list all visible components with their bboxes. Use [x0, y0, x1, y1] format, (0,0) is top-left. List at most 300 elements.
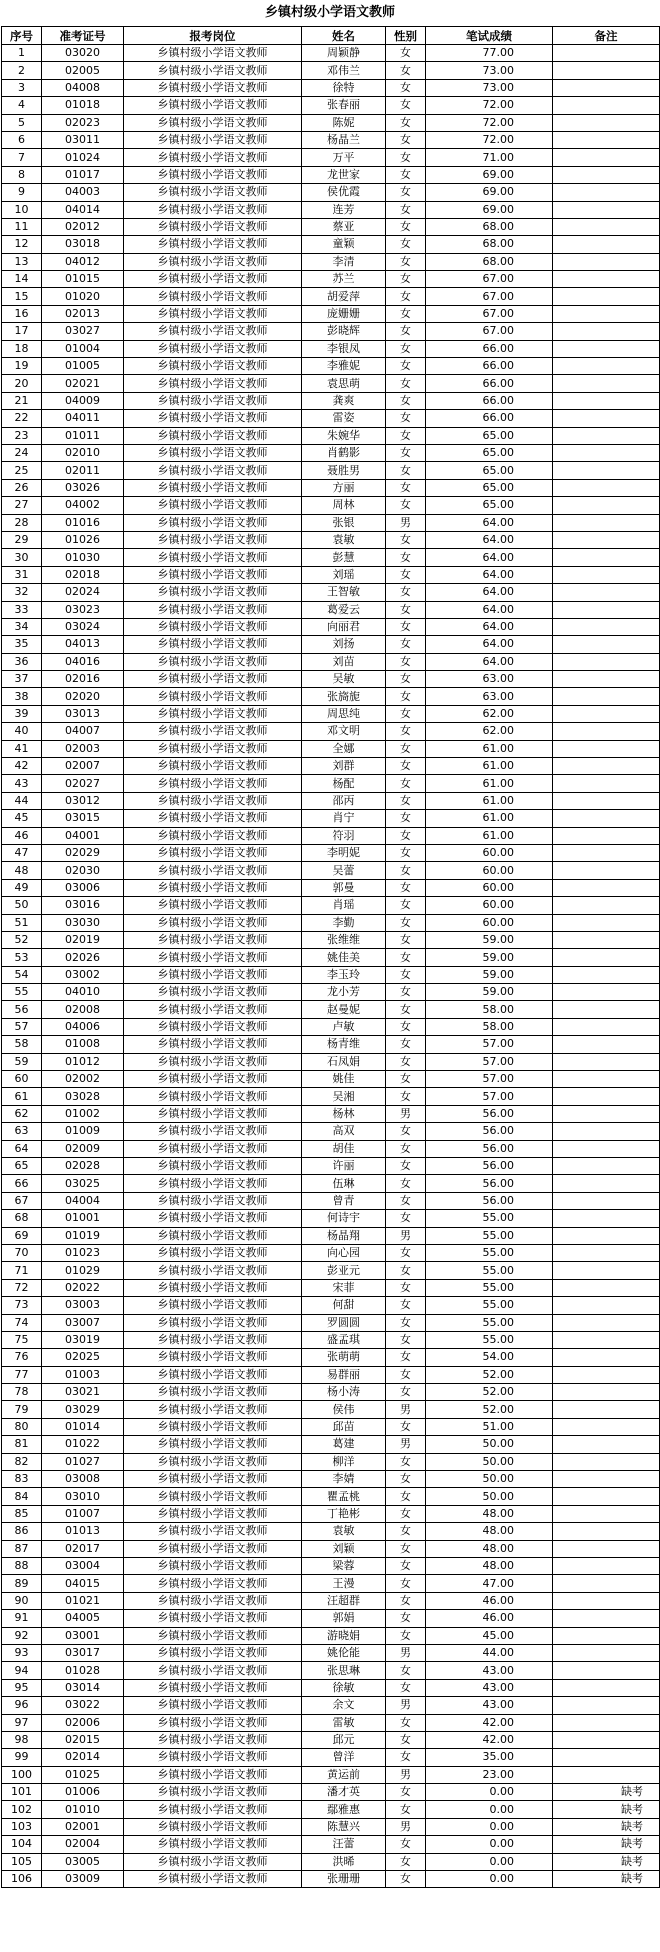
cell-note: [553, 705, 660, 722]
cell-ticket: 03009: [42, 1871, 124, 1888]
cell-ticket: 02009: [42, 1140, 124, 1157]
cell-note: [553, 1053, 660, 1070]
cell-gender: 女: [386, 358, 426, 375]
cell-gender: 女: [386, 671, 426, 688]
cell-index: 103: [2, 1818, 42, 1835]
table-row: [2, 1610, 660, 1627]
cell-position: 乡镇村级小学语文教师: [124, 1349, 302, 1366]
cell-position: 乡镇村级小学语文教师: [124, 514, 302, 531]
table-row: [2, 1592, 660, 1609]
cell-index: 63: [2, 1123, 42, 1140]
cell-note: [553, 1140, 660, 1157]
cell-gender: 女: [386, 340, 426, 357]
cell-gender: 女: [386, 1314, 426, 1331]
cell-index: 106: [2, 1871, 42, 1888]
cell-score: 57.00: [426, 1036, 553, 1053]
cell-ticket: 02011: [42, 462, 124, 479]
cell-position: 乡镇村级小学语文教师: [124, 671, 302, 688]
cell-gender: 女: [386, 375, 426, 392]
cell-index: 92: [2, 1627, 42, 1644]
table-row: [2, 1053, 660, 1070]
cell-score: 65.00: [426, 427, 553, 444]
cell-note: [553, 1071, 660, 1088]
cell-name: 曾洋: [302, 1749, 386, 1766]
cell-gender: 男: [386, 1105, 426, 1122]
cell-name: 雷姿: [302, 410, 386, 427]
cell-score: 57.00: [426, 1071, 553, 1088]
table-row: [2, 1679, 660, 1696]
cell-ticket: 03025: [42, 1175, 124, 1192]
cell-name: 汪蕾: [302, 1836, 386, 1853]
cell-score: 48.00: [426, 1557, 553, 1574]
table-row: [2, 218, 660, 235]
cell-ticket: 03012: [42, 792, 124, 809]
cell-position: 乡镇村级小学语文教师: [124, 1488, 302, 1505]
cell-name: 龙世家: [302, 166, 386, 183]
cell-name: 罗圆圆: [302, 1314, 386, 1331]
cell-ticket: 03011: [42, 131, 124, 148]
cell-position: 乡镇村级小学语文教师: [124, 1505, 302, 1522]
cell-note: [553, 323, 660, 340]
cell-note: [553, 1088, 660, 1105]
table-row: [2, 1505, 660, 1522]
cell-name: 龙小芳: [302, 984, 386, 1001]
cell-note: [553, 1679, 660, 1696]
cell-gender: 女: [386, 1784, 426, 1801]
cell-name: 朱婉华: [302, 427, 386, 444]
cell-gender: 女: [386, 271, 426, 288]
table-row: [2, 1401, 660, 1418]
cell-index: 12: [2, 236, 42, 253]
cell-name: 李银凤: [302, 340, 386, 357]
cell-ticket: 01025: [42, 1766, 124, 1783]
cell-note: [553, 792, 660, 809]
table-row: [2, 1627, 660, 1644]
cell-gender: 男: [386, 1401, 426, 1418]
cell-name: 刘颖: [302, 1540, 386, 1557]
cell-name: 柳洋: [302, 1453, 386, 1470]
cell-index: 20: [2, 375, 42, 392]
cell-score: 54.00: [426, 1349, 553, 1366]
cell-index: 56: [2, 1001, 42, 1018]
col-header-position: 报考岗位: [124, 27, 302, 45]
cell-index: 16: [2, 305, 42, 322]
cell-position: 乡镇村级小学语文教师: [124, 62, 302, 79]
cell-index: 47: [2, 844, 42, 861]
cell-note: [553, 184, 660, 201]
cell-index: 99: [2, 1749, 42, 1766]
cell-ticket: 03029: [42, 1401, 124, 1418]
cell-score: 0.00: [426, 1853, 553, 1870]
cell-note: [553, 723, 660, 740]
cell-index: 43: [2, 775, 42, 792]
cell-ticket: 04015: [42, 1575, 124, 1592]
table-row: [2, 1105, 660, 1122]
cell-position: 乡镇村级小学语文教师: [124, 1436, 302, 1453]
cell-score: 64.00: [426, 653, 553, 670]
cell-position: 乡镇村级小学语文教师: [124, 236, 302, 253]
cell-score: 0.00: [426, 1784, 553, 1801]
cell-note: [553, 1018, 660, 1035]
cell-gender: 女: [386, 1279, 426, 1296]
cell-gender: 女: [386, 149, 426, 166]
table-row: [2, 271, 660, 288]
cell-name: 万平: [302, 149, 386, 166]
cell-ticket: 04004: [42, 1192, 124, 1209]
cell-note: [553, 584, 660, 601]
cell-score: 43.00: [426, 1679, 553, 1696]
cell-name: 杨小涛: [302, 1384, 386, 1401]
cell-note: [553, 1123, 660, 1140]
table-row: [2, 45, 660, 62]
cell-index: 91: [2, 1610, 42, 1627]
table-row: [2, 1784, 660, 1801]
cell-score: 66.00: [426, 392, 553, 409]
cell-gender: 女: [386, 1488, 426, 1505]
table-row: [2, 723, 660, 740]
cell-gender: 女: [386, 1557, 426, 1574]
table-row: [2, 288, 660, 305]
cell-note: [553, 1366, 660, 1383]
cell-name: 刘苗: [302, 653, 386, 670]
cell-position: 乡镇村级小学语文教师: [124, 1557, 302, 1574]
cell-index: 32: [2, 584, 42, 601]
cell-index: 10: [2, 201, 42, 218]
table-row: [2, 897, 660, 914]
cell-score: 0.00: [426, 1836, 553, 1853]
cell-name: 张旖旎: [302, 688, 386, 705]
table-row: [2, 1801, 660, 1818]
table-row: [2, 688, 660, 705]
cell-gender: 女: [386, 531, 426, 548]
table-row: [2, 1158, 660, 1175]
cell-note: 缺考: [553, 1871, 660, 1888]
cell-gender: 女: [386, 1071, 426, 1088]
cell-name: 张珊珊: [302, 1871, 386, 1888]
cell-note: [553, 1610, 660, 1627]
cell-gender: 男: [386, 1644, 426, 1661]
table-row: [2, 1523, 660, 1540]
cell-gender: 女: [386, 1297, 426, 1314]
table-row: [2, 149, 660, 166]
cell-name: 邵丙: [302, 792, 386, 809]
cell-score: 48.00: [426, 1523, 553, 1540]
cell-note: [553, 1384, 660, 1401]
cell-note: [553, 758, 660, 775]
cell-ticket: 03028: [42, 1088, 124, 1105]
cell-note: [553, 114, 660, 131]
cell-index: 72: [2, 1279, 42, 1296]
table-row: [2, 914, 660, 931]
cell-note: [553, 253, 660, 270]
cell-ticket: 02018: [42, 566, 124, 583]
cell-note: [553, 914, 660, 931]
cell-gender: 女: [386, 636, 426, 653]
cell-index: 87: [2, 1540, 42, 1557]
cell-name: 袁敏: [302, 531, 386, 548]
cell-score: 59.00: [426, 949, 553, 966]
cell-name: 李玉玲: [302, 966, 386, 983]
cell-name: 郭娟: [302, 1610, 386, 1627]
cell-note: [553, 497, 660, 514]
cell-score: 52.00: [426, 1401, 553, 1418]
cell-index: 42: [2, 758, 42, 775]
col-header-ticket: 准考证号: [42, 27, 124, 45]
cell-ticket: 02016: [42, 671, 124, 688]
cell-name: 庞姗姗: [302, 305, 386, 322]
cell-ticket: 04016: [42, 653, 124, 670]
cell-gender: 女: [386, 1053, 426, 1070]
cell-ticket: 03024: [42, 618, 124, 635]
cell-score: 56.00: [426, 1192, 553, 1209]
table-row: [2, 1575, 660, 1592]
cell-score: 23.00: [426, 1766, 553, 1783]
col-header-score: 笔试成绩: [426, 27, 553, 45]
table-body: [2, 45, 660, 1888]
table-row: [2, 966, 660, 983]
cell-position: 乡镇村级小学语文教师: [124, 862, 302, 879]
cell-position: 乡镇村级小学语文教师: [124, 184, 302, 201]
cell-score: 62.00: [426, 723, 553, 740]
cell-gender: 女: [386, 410, 426, 427]
cell-index: 59: [2, 1053, 42, 1070]
cell-name: 何诗宇: [302, 1210, 386, 1227]
cell-ticket: 01007: [42, 1505, 124, 1522]
cell-position: 乡镇村级小学语文教师: [124, 636, 302, 653]
cell-position: 乡镇村级小学语文教师: [124, 1071, 302, 1088]
cell-score: 72.00: [426, 131, 553, 148]
cell-score: 61.00: [426, 758, 553, 775]
cell-ticket: 01016: [42, 514, 124, 531]
cell-index: 37: [2, 671, 42, 688]
cell-note: [553, 201, 660, 218]
cell-position: 乡镇村级小学语文教师: [124, 427, 302, 444]
cell-ticket: 01019: [42, 1227, 124, 1244]
cell-position: 乡镇村级小学语文教师: [124, 1644, 302, 1661]
cell-note: [553, 1262, 660, 1279]
cell-gender: 女: [386, 1540, 426, 1557]
cell-gender: 女: [386, 1210, 426, 1227]
cell-position: 乡镇村级小学语文教师: [124, 966, 302, 983]
cell-name: 姚佳美: [302, 949, 386, 966]
cell-index: 1: [2, 45, 42, 62]
cell-gender: 女: [386, 688, 426, 705]
cell-name: 鄢雅惠: [302, 1801, 386, 1818]
cell-index: 51: [2, 914, 42, 931]
cell-note: [553, 444, 660, 461]
cell-note: [553, 549, 660, 566]
cell-ticket: 02005: [42, 62, 124, 79]
cell-score: 63.00: [426, 671, 553, 688]
cell-ticket: 03003: [42, 1297, 124, 1314]
table-row: [2, 1436, 660, 1453]
cell-ticket: 01011: [42, 427, 124, 444]
table-row: [2, 1714, 660, 1731]
cell-gender: 女: [386, 1140, 426, 1157]
cell-index: 36: [2, 653, 42, 670]
cell-gender: 女: [386, 114, 426, 131]
table-row: [2, 1662, 660, 1679]
cell-note: [553, 1488, 660, 1505]
cell-position: 乡镇村级小学语文教师: [124, 392, 302, 409]
cell-position: 乡镇村级小学语文教师: [124, 879, 302, 896]
table-row: [2, 114, 660, 131]
cell-name: 方丽: [302, 479, 386, 496]
cell-index: 5: [2, 114, 42, 131]
cell-ticket: 02024: [42, 584, 124, 601]
table-row: [2, 462, 660, 479]
cell-ticket: 02007: [42, 758, 124, 775]
cell-ticket: 04010: [42, 984, 124, 1001]
cell-ticket: 03008: [42, 1471, 124, 1488]
cell-ticket: 01006: [42, 1784, 124, 1801]
cell-gender: 女: [386, 1384, 426, 1401]
cell-gender: 女: [386, 984, 426, 1001]
cell-score: 63.00: [426, 688, 553, 705]
cell-ticket: 01005: [42, 358, 124, 375]
cell-gender: 女: [386, 1366, 426, 1383]
cell-index: 76: [2, 1349, 42, 1366]
cell-ticket: 04002: [42, 497, 124, 514]
cell-score: 46.00: [426, 1610, 553, 1627]
cell-gender: 女: [386, 792, 426, 809]
cell-ticket: 03017: [42, 1644, 124, 1661]
cell-name: 连芳: [302, 201, 386, 218]
cell-ticket: 02030: [42, 862, 124, 879]
cell-ticket: 03004: [42, 1557, 124, 1574]
cell-gender: 女: [386, 1662, 426, 1679]
cell-score: 68.00: [426, 218, 553, 235]
cell-position: 乡镇村级小学语文教师: [124, 1366, 302, 1383]
cell-index: 66: [2, 1175, 42, 1192]
cell-name: 刘扬: [302, 636, 386, 653]
cell-name: 张春丽: [302, 97, 386, 114]
cell-gender: 女: [386, 1158, 426, 1175]
cell-gender: 女: [386, 79, 426, 96]
cell-name: 何甜: [302, 1297, 386, 1314]
table-row: [2, 1140, 660, 1157]
col-header-name: 姓名: [302, 27, 386, 45]
cell-index: 26: [2, 479, 42, 496]
cell-note: [553, 653, 660, 670]
cell-position: 乡镇村级小学语文教师: [124, 114, 302, 131]
table-row: [2, 1244, 660, 1261]
cell-gender: 女: [386, 1418, 426, 1435]
cell-ticket: 04003: [42, 184, 124, 201]
cell-score: 47.00: [426, 1575, 553, 1592]
cell-position: 乡镇村级小学语文教师: [124, 844, 302, 861]
cell-position: 乡镇村级小学语文教师: [124, 618, 302, 635]
cell-index: 46: [2, 827, 42, 844]
cell-note: [553, 1644, 660, 1661]
cell-gender: 女: [386, 1575, 426, 1592]
table-row: [2, 1001, 660, 1018]
cell-ticket: 03015: [42, 810, 124, 827]
cell-ticket: 03027: [42, 323, 124, 340]
cell-name: 陈慧兴: [302, 1818, 386, 1835]
cell-name: 周思纯: [302, 705, 386, 722]
cell-score: 57.00: [426, 1088, 553, 1105]
cell-index: 71: [2, 1262, 42, 1279]
page-title: 乡镇村级小学语文教师: [264, 5, 395, 20]
cell-gender: 女: [386, 479, 426, 496]
cell-index: 96: [2, 1697, 42, 1714]
cell-gender: 女: [386, 966, 426, 983]
cell-gender: 女: [386, 184, 426, 201]
cell-position: 乡镇村级小学语文教师: [124, 479, 302, 496]
cell-ticket: 02003: [42, 740, 124, 757]
cell-gender: 女: [386, 1088, 426, 1105]
cell-score: 61.00: [426, 792, 553, 809]
cell-name: 洪晞: [302, 1853, 386, 1870]
cell-index: 33: [2, 601, 42, 618]
cell-note: [553, 62, 660, 79]
cell-name: 游晓娟: [302, 1627, 386, 1644]
cell-note: [553, 288, 660, 305]
cell-name: 吴敏: [302, 671, 386, 688]
cell-index: 25: [2, 462, 42, 479]
cell-note: [553, 775, 660, 792]
cell-score: 50.00: [426, 1453, 553, 1470]
cell-index: 41: [2, 740, 42, 757]
table-row: [2, 1853, 660, 1870]
table-row: [2, 618, 660, 635]
table-row: [2, 1018, 660, 1035]
cell-position: 乡镇村级小学语文教师: [124, 931, 302, 948]
cell-score: 64.00: [426, 584, 553, 601]
cell-score: 61.00: [426, 740, 553, 757]
cell-name: 伍琳: [302, 1175, 386, 1192]
cell-note: [553, 410, 660, 427]
cell-gender: 女: [386, 566, 426, 583]
cell-score: 46.00: [426, 1592, 553, 1609]
cell-position: 乡镇村级小学语文教师: [124, 462, 302, 479]
table-row: [2, 236, 660, 253]
cell-note: [553, 566, 660, 583]
cell-name: 邓文明: [302, 723, 386, 740]
cell-name: 杨晶翔: [302, 1227, 386, 1244]
cell-index: 13: [2, 253, 42, 270]
cell-note: [553, 1001, 660, 1018]
cell-gender: 女: [386, 1192, 426, 1209]
table-row: [2, 1697, 660, 1714]
cell-ticket: 02017: [42, 1540, 124, 1557]
cell-index: 21: [2, 392, 42, 409]
cell-gender: 女: [386, 323, 426, 340]
cell-gender: 女: [386, 758, 426, 775]
cell-index: 86: [2, 1523, 42, 1540]
cell-note: [553, 1749, 660, 1766]
cell-gender: 女: [386, 45, 426, 62]
table-row: [2, 358, 660, 375]
table-row: [2, 862, 660, 879]
cell-note: [553, 1401, 660, 1418]
cell-position: 乡镇村级小学语文教师: [124, 584, 302, 601]
cell-index: 94: [2, 1662, 42, 1679]
cell-note: [553, 1227, 660, 1244]
cell-score: 42.00: [426, 1714, 553, 1731]
cell-ticket: 03020: [42, 45, 124, 62]
cell-note: [553, 1471, 660, 1488]
cell-score: 67.00: [426, 271, 553, 288]
cell-position: 乡镇村级小学语文教师: [124, 1210, 302, 1227]
cell-name: 彭亚元: [302, 1262, 386, 1279]
cell-position: 乡镇村级小学语文教师: [124, 166, 302, 183]
cell-name: 杨配: [302, 775, 386, 792]
cell-position: 乡镇村级小学语文教师: [124, 97, 302, 114]
cell-score: 55.00: [426, 1314, 553, 1331]
cell-gender: 女: [386, 1714, 426, 1731]
